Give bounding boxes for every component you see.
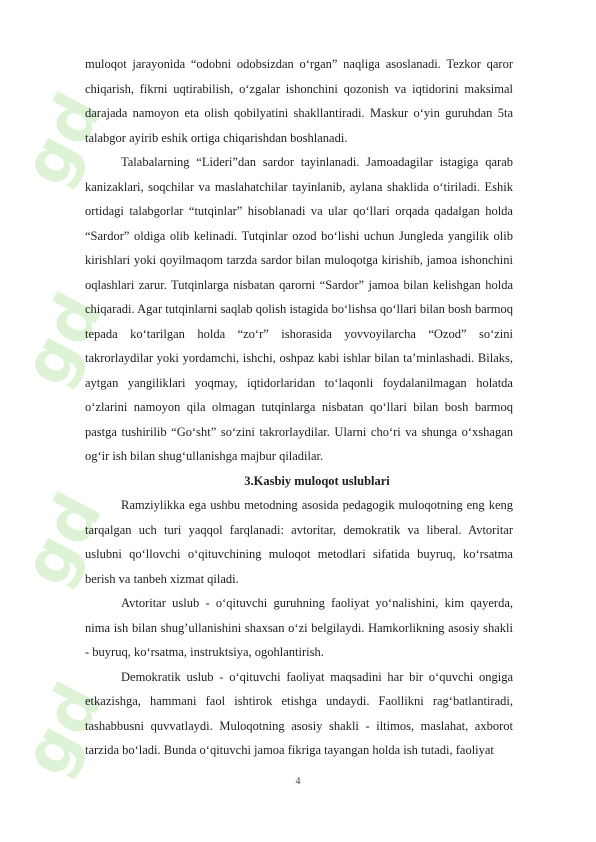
section-heading: 3.Kasbiy muloqot uslublari <box>244 473 390 488</box>
paragraph-intro: muloqot jarayonida “odobni odobsizdan o‘rgan” naqliga asoslanadi. Tezkor qaror chiqarish, fikrni uqtirabilish, o‘zgalar ishonchini qozonish va iqtidorini maksimal darajada namoyon eta olish qobilyatini shakllantiradi. Maskur o‘yin guruhdan 5ta talabgor ayirib eshik ortiga chiqarishdan boshlanadi. <box>85 57 513 145</box>
paragraph-authoritarian-style: Avtoritar uslub - o‘qituvchi guruhning faoliyat yo‘nalishini, kim qayerda, nima ish bilan shug’ullanishini shaxsan o‘zi belgilaydi. Hamkorlikning asosiy shakli - buyruq, ko‘rsatma, instruktsiya, ogohlantirish. <box>85 596 513 659</box>
paragraph-game-description: Talabalarning “Lideri”dan sardor tayinlanadi. Jamoadagilar istagiga qarab kanizaklari, soqchilar va maslahatchilar tayinlanib, aylana shaklida o‘tiriladi. Eshik ortidagi talabgorlar “tutqinlar” hisoblanadi va ular qo‘llari orqada qadalgan holda “Sardor” oldiga olib kelinadi. Tutqinlar ozod bo‘lishi uchun Jungleda yangilik olib kirishlari yoki qoyilmaqom tarzda sardor bilan muloqotga kirishib, jamoa ishonchini oqlashlari zarur. Tutqinlarga nisbatan qarorni “Sardor” jamoa bilan kelishgan holda chiqaradi. Agar tutqinlarni saqlab qolish istagida bo‘lishsa qo‘llari bilan bosh barmoq tepada ko‘tarilgan holda “zo‘r” ishorasida yovvoyilarcha “Ozod” so‘zini takrorlaydilar yoki yordamchi, ishchi, oshpaz kabi ishlar bilan ta’minlashadi. Bilaks, aytgan yangiliklari yoqmay, iqtidorlaridan to‘laqonli foydalanilmagan holatda o‘zlarini namoyon qila olmagan tutqinlarga nisbatan qo‘llari bilan bosh barmoq pastga tushirilib “Go‘sht” so‘zini takrorlaydilar. Ularni cho‘ri va shunga o‘xshagan og‘ir ish bilan shug‘ullanishga majbur qiladilar. <box>85 155 513 463</box>
svg-text:gd: gd <box>8 481 118 598</box>
svg-text:gd: gd <box>8 281 118 398</box>
svg-text:gd: gd <box>8 81 118 198</box>
document-body <box>85 52 513 763</box>
page-number: 4 <box>295 776 301 787</box>
paragraph-communication-styles: Ramziylikka ega ushbu metodning asosida pedagogik muloqotning eng keng tarqalgan uch turi yaqqol farqlanadi: avtoritar, demokratik va liberal. Avtoritar uslubni qo‘llovchi o‘qituvchining muloqot metodlari sifatida buyruq, ko‘rsatma berish va tanbeh xizmat qiladi. <box>85 498 513 586</box>
paragraph-democratic-style: Demokratik uslub - o‘qituvchi faoliyat maqsadini har bir o‘quvchi ongiga etkazishga, hammani faol ishtirok etishga undaydi. Faollikni rag‘batlantiradi, tashabbusni quvvatlaydi. Muloqotning asosiy shakli - iltimos, maslahat, axborot tarzida bo‘ladi. Bunda o‘qituvchi jamoa fikriga tayangan holda ish tutadi, faoliyat <box>85 669 513 757</box>
svg-text:gd: gd <box>8 671 118 788</box>
